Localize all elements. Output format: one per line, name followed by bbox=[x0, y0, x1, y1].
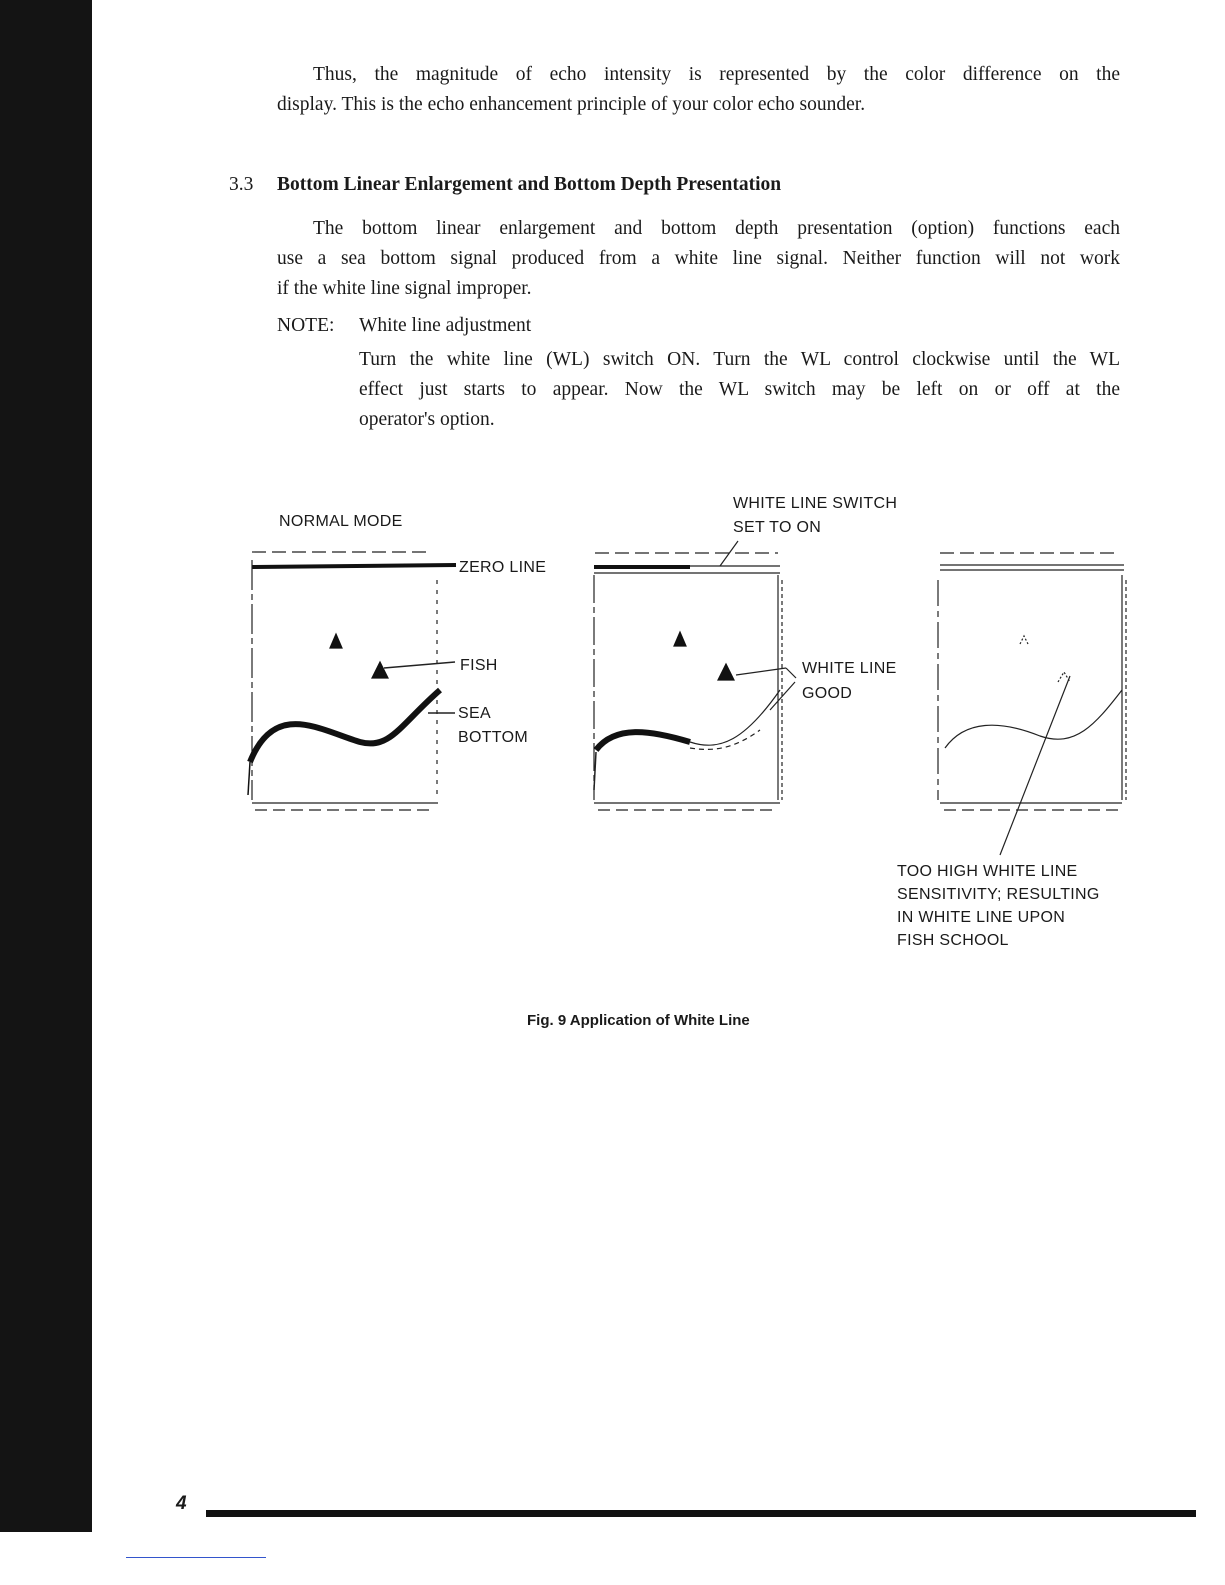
panel3-fish-ghost-upper bbox=[1020, 636, 1028, 644]
note-title: White line adjustment bbox=[359, 315, 532, 336]
sea-label: SEA bbox=[458, 705, 491, 722]
panel2-bottom-bold bbox=[596, 732, 690, 750]
intro-line-1: Thus, the magnitude of echo intensity is represented by the color difference on the bbox=[313, 64, 1120, 85]
footer-rule bbox=[206, 1510, 1196, 1517]
fish-label: FISH bbox=[460, 657, 498, 674]
panel-white-line-good bbox=[594, 541, 796, 810]
fish-mark-upper bbox=[330, 634, 342, 648]
footer-underline bbox=[126, 1557, 266, 1558]
note-label: NOTE: bbox=[277, 315, 335, 336]
section-line-2: use a sea bottom signal produced from a white line signal. Neither function will not work bbox=[277, 248, 1120, 269]
panel-normal-mode bbox=[248, 552, 456, 810]
note-line-1: Turn the white line (WL) switch ON. Turn the WL control clockwise until the WL bbox=[359, 349, 1120, 370]
sea-bottom-tail bbox=[248, 762, 250, 795]
panel2-heading-line-2: SET TO ON bbox=[733, 519, 822, 536]
bottom-label: BOTTOM bbox=[458, 729, 528, 746]
intro-line-2: display. This is the echo enhancement principle of your color echo sounder. bbox=[277, 94, 866, 115]
note-line-3: operator's option. bbox=[359, 409, 495, 430]
zero-line-mark bbox=[252, 565, 456, 567]
panel3-note-line-1: TOO HIGH WHITE LINE bbox=[897, 863, 1078, 880]
zero-line-label: ZERO LINE bbox=[459, 559, 547, 576]
panel3-bottom-white bbox=[945, 690, 1122, 748]
fish-mark-lower bbox=[372, 662, 388, 678]
too-high-leader bbox=[1000, 676, 1070, 855]
page-number: 4 bbox=[176, 1493, 187, 1514]
sea-bottom-curve bbox=[250, 690, 440, 762]
section-line-3: if the white line signal improper. bbox=[277, 278, 532, 299]
panel2-fish-upper bbox=[674, 632, 686, 646]
panel3-note-line-4: FISH SCHOOL bbox=[897, 932, 1009, 949]
white-line-label: WHITE LINE bbox=[802, 660, 897, 677]
panel2-bottom-inner bbox=[690, 730, 760, 749]
section-line-1: The bottom linear enlargement and bottom depth presentation (option) functions each bbox=[313, 218, 1120, 239]
good-label: GOOD bbox=[802, 685, 853, 702]
note-line-2: effect just starts to appear. Now the WL switch may be left on or off at the bbox=[359, 379, 1120, 400]
panel3-note-line-2: SENSITIVITY; RESULTING bbox=[897, 886, 1100, 903]
panel-too-high-sensitivity bbox=[938, 553, 1126, 855]
panel3-note-line-3: IN WHITE LINE UPON bbox=[897, 909, 1066, 926]
panel2-fish-lower bbox=[718, 664, 734, 680]
panel2-bottom-white bbox=[690, 690, 780, 745]
section-number: 3.3 bbox=[229, 174, 254, 195]
figure-caption: Fig. 9 Application of White Line bbox=[527, 1012, 750, 1029]
panel2-heading-line-1: WHITE LINE SWITCH bbox=[733, 495, 898, 512]
fish-leader bbox=[384, 662, 455, 668]
section-title: Bottom Linear Enlargement and Bottom Depth Presentation bbox=[277, 174, 782, 195]
white-line-leader-hook bbox=[786, 668, 796, 678]
panel1-heading: NORMAL MODE bbox=[279, 513, 403, 530]
